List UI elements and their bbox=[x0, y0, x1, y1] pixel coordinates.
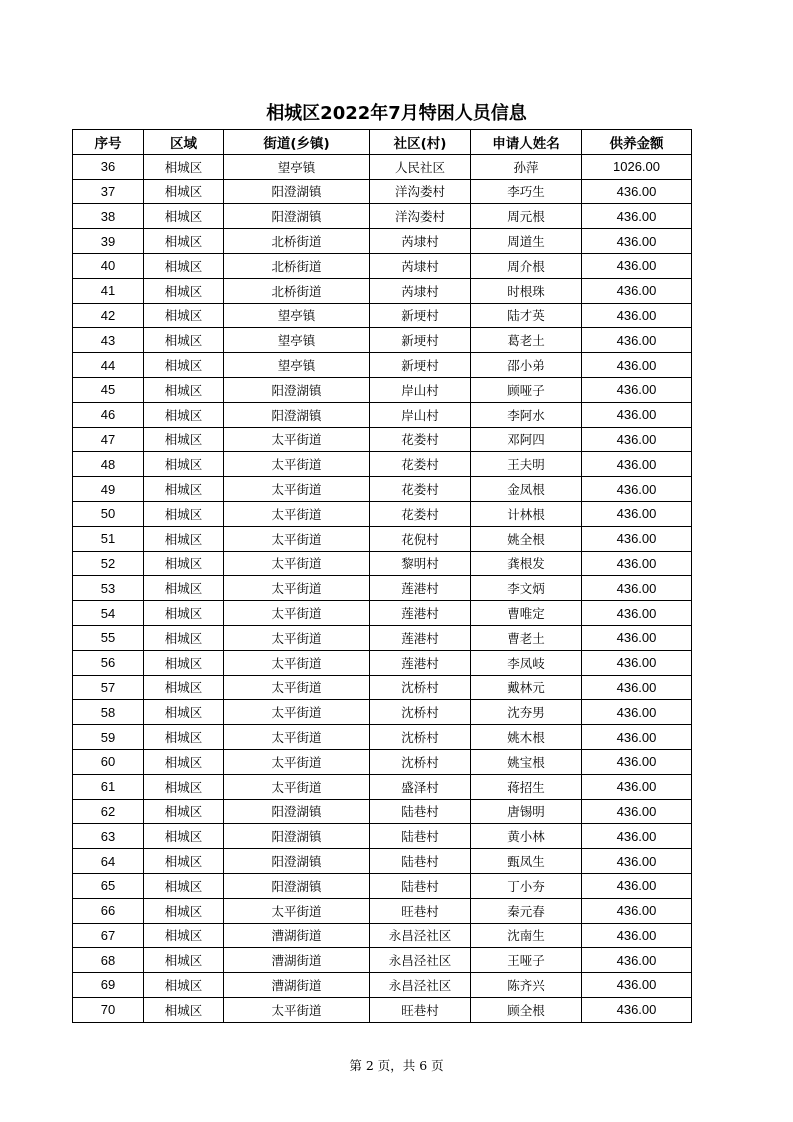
table-row bbox=[73, 551, 692, 576]
applicant-name-cell: 李凤岐 bbox=[471, 650, 582, 675]
amount-cell: 436.00 bbox=[582, 427, 692, 452]
table-row bbox=[73, 452, 692, 477]
row-number-cell: 53 bbox=[73, 576, 144, 601]
row-number-cell: 41 bbox=[73, 278, 144, 303]
applicant-name-cell: 李阿水 bbox=[471, 402, 582, 427]
applicant-name-cell: 陈齐兴 bbox=[471, 973, 582, 998]
region-cell: 相城区 bbox=[144, 873, 224, 898]
table-row bbox=[73, 229, 692, 254]
region-cell: 相城区 bbox=[144, 353, 224, 378]
table-row bbox=[73, 526, 692, 551]
table-row bbox=[73, 700, 692, 725]
applicant-name-cell: 甄凤生 bbox=[471, 849, 582, 874]
amount-cell: 436.00 bbox=[582, 923, 692, 948]
community-cell: 洋沟娄村 bbox=[370, 179, 471, 204]
row-number-cell: 54 bbox=[73, 601, 144, 626]
community-cell: 陆巷村 bbox=[370, 799, 471, 824]
amount-cell: 1026.00 bbox=[582, 154, 692, 179]
community-cell: 沈桥村 bbox=[370, 749, 471, 774]
region-cell: 相城区 bbox=[144, 973, 224, 998]
region-cell: 相城区 bbox=[144, 526, 224, 551]
applicant-name-cell: 王夫明 bbox=[471, 452, 582, 477]
row-number-cell: 52 bbox=[73, 551, 144, 576]
amount-cell: 436.00 bbox=[582, 402, 692, 427]
applicant-name-cell: 王哑子 bbox=[471, 948, 582, 973]
table-row bbox=[73, 948, 692, 973]
street-cell: 太平街道 bbox=[224, 725, 370, 750]
amount-cell: 436.00 bbox=[582, 452, 692, 477]
community-cell: 莲港村 bbox=[370, 650, 471, 675]
street-cell: 阳澄湖镇 bbox=[224, 849, 370, 874]
amount-cell: 436.00 bbox=[582, 700, 692, 725]
table-header-row bbox=[73, 130, 692, 155]
community-cell: 新埂村 bbox=[370, 328, 471, 353]
table-row bbox=[73, 402, 692, 427]
region-cell: 相城区 bbox=[144, 229, 224, 254]
amount-cell: 436.00 bbox=[582, 774, 692, 799]
street-cell: 太平街道 bbox=[224, 601, 370, 626]
street-cell: 漕湖街道 bbox=[224, 948, 370, 973]
column-header: 申请人姓名 bbox=[471, 130, 582, 155]
row-number-cell: 49 bbox=[73, 477, 144, 502]
table-row bbox=[73, 625, 692, 650]
street-cell: 太平街道 bbox=[224, 477, 370, 502]
region-cell: 相城区 bbox=[144, 154, 224, 179]
applicant-name-cell: 秦元春 bbox=[471, 898, 582, 923]
row-number-cell: 42 bbox=[73, 303, 144, 328]
community-cell: 岸山村 bbox=[370, 402, 471, 427]
community-cell: 旺巷村 bbox=[370, 997, 471, 1022]
amount-cell: 436.00 bbox=[582, 898, 692, 923]
amount-cell: 436.00 bbox=[582, 526, 692, 551]
table-row bbox=[73, 154, 692, 179]
applicant-name-cell: 计林根 bbox=[471, 501, 582, 526]
street-cell: 阳澄湖镇 bbox=[224, 799, 370, 824]
amount-cell: 436.00 bbox=[582, 477, 692, 502]
table-row bbox=[73, 923, 692, 948]
applicant-name-cell: 李文炳 bbox=[471, 576, 582, 601]
region-cell: 相城区 bbox=[144, 625, 224, 650]
community-cell: 陆巷村 bbox=[370, 849, 471, 874]
table-row bbox=[73, 353, 692, 378]
table-body bbox=[73, 154, 692, 1022]
community-cell: 花娄村 bbox=[370, 501, 471, 526]
region-cell: 相城区 bbox=[144, 700, 224, 725]
street-cell: 太平街道 bbox=[224, 625, 370, 650]
street-cell: 北桥街道 bbox=[224, 253, 370, 278]
street-cell: 阳澄湖镇 bbox=[224, 402, 370, 427]
region-cell: 相城区 bbox=[144, 898, 224, 923]
community-cell: 陆巷村 bbox=[370, 873, 471, 898]
region-cell: 相城区 bbox=[144, 328, 224, 353]
table-row bbox=[73, 650, 692, 675]
column-header: 区域 bbox=[144, 130, 224, 155]
table-row bbox=[73, 997, 692, 1022]
column-header: 社区(村) bbox=[370, 130, 471, 155]
street-cell: 望亭镇 bbox=[224, 303, 370, 328]
table-row bbox=[73, 328, 692, 353]
page-footer: 第 2 页，共 6 页 bbox=[349, 1058, 444, 1073]
community-cell: 沈桥村 bbox=[370, 675, 471, 700]
street-cell: 太平街道 bbox=[224, 427, 370, 452]
table-row bbox=[73, 749, 692, 774]
table-row bbox=[73, 576, 692, 601]
row-number-cell: 38 bbox=[73, 204, 144, 229]
row-number-cell: 61 bbox=[73, 774, 144, 799]
region-cell: 相城区 bbox=[144, 749, 224, 774]
street-cell: 太平街道 bbox=[224, 576, 370, 601]
region-cell: 相城区 bbox=[144, 377, 224, 402]
community-cell: 花娄村 bbox=[370, 427, 471, 452]
street-cell: 太平街道 bbox=[224, 526, 370, 551]
community-cell: 莲港村 bbox=[370, 576, 471, 601]
row-number-cell: 43 bbox=[73, 328, 144, 353]
row-number-cell: 67 bbox=[73, 923, 144, 948]
street-cell: 阳澄湖镇 bbox=[224, 873, 370, 898]
amount-cell: 436.00 bbox=[582, 873, 692, 898]
street-cell: 太平街道 bbox=[224, 501, 370, 526]
street-cell: 阳澄湖镇 bbox=[224, 824, 370, 849]
street-cell: 太平街道 bbox=[224, 997, 370, 1022]
community-cell: 花娄村 bbox=[370, 452, 471, 477]
applicant-name-cell: 蒋招生 bbox=[471, 774, 582, 799]
community-cell: 永昌泾社区 bbox=[370, 948, 471, 973]
region-cell: 相城区 bbox=[144, 799, 224, 824]
amount-cell: 436.00 bbox=[582, 973, 692, 998]
applicant-name-cell: 曹老土 bbox=[471, 625, 582, 650]
applicant-name-cell: 丁小夯 bbox=[471, 873, 582, 898]
table-row bbox=[73, 427, 692, 452]
amount-cell: 436.00 bbox=[582, 551, 692, 576]
amount-cell: 436.00 bbox=[582, 328, 692, 353]
applicant-name-cell: 黄小林 bbox=[471, 824, 582, 849]
table-row bbox=[73, 253, 692, 278]
table-row bbox=[73, 204, 692, 229]
street-cell: 望亭镇 bbox=[224, 328, 370, 353]
applicant-name-cell: 陆才英 bbox=[471, 303, 582, 328]
row-number-cell: 65 bbox=[73, 873, 144, 898]
community-cell: 莲港村 bbox=[370, 601, 471, 626]
amount-cell: 436.00 bbox=[582, 997, 692, 1022]
applicant-name-cell: 姚宝根 bbox=[471, 749, 582, 774]
street-cell: 北桥街道 bbox=[224, 278, 370, 303]
street-cell: 阳澄湖镇 bbox=[224, 179, 370, 204]
page-title: 相城区2022年7月特困人员信息 bbox=[266, 103, 527, 124]
street-cell: 太平街道 bbox=[224, 774, 370, 799]
community-cell: 花娄村 bbox=[370, 477, 471, 502]
amount-cell: 436.00 bbox=[582, 303, 692, 328]
applicant-name-cell: 金凤根 bbox=[471, 477, 582, 502]
table-row bbox=[73, 725, 692, 750]
region-cell: 相城区 bbox=[144, 601, 224, 626]
street-cell: 漕湖街道 bbox=[224, 923, 370, 948]
column-header: 序号 bbox=[73, 130, 144, 155]
community-cell: 人民社区 bbox=[370, 154, 471, 179]
street-cell: 太平街道 bbox=[224, 650, 370, 675]
community-cell: 沈桥村 bbox=[370, 700, 471, 725]
data-table bbox=[72, 129, 692, 1023]
street-cell: 太平街道 bbox=[224, 675, 370, 700]
applicant-name-cell: 沈南生 bbox=[471, 923, 582, 948]
region-cell: 相城区 bbox=[144, 204, 224, 229]
row-number-cell: 40 bbox=[73, 253, 144, 278]
region-cell: 相城区 bbox=[144, 452, 224, 477]
region-cell: 相城区 bbox=[144, 253, 224, 278]
table-row bbox=[73, 477, 692, 502]
row-number-cell: 47 bbox=[73, 427, 144, 452]
applicant-name-cell: 姚木根 bbox=[471, 725, 582, 750]
amount-cell: 436.00 bbox=[582, 725, 692, 750]
street-cell: 阳澄湖镇 bbox=[224, 377, 370, 402]
amount-cell: 436.00 bbox=[582, 749, 692, 774]
community-cell: 新埂村 bbox=[370, 353, 471, 378]
region-cell: 相城区 bbox=[144, 576, 224, 601]
applicant-name-cell: 姚全根 bbox=[471, 526, 582, 551]
row-number-cell: 58 bbox=[73, 700, 144, 725]
applicant-name-cell: 邓阿四 bbox=[471, 427, 582, 452]
amount-cell: 436.00 bbox=[582, 353, 692, 378]
row-number-cell: 51 bbox=[73, 526, 144, 551]
table-row bbox=[73, 799, 692, 824]
row-number-cell: 55 bbox=[73, 625, 144, 650]
amount-cell: 436.00 bbox=[582, 601, 692, 626]
row-number-cell: 69 bbox=[73, 973, 144, 998]
amount-cell: 436.00 bbox=[582, 650, 692, 675]
amount-cell: 436.00 bbox=[582, 849, 692, 874]
community-cell: 岸山村 bbox=[370, 377, 471, 402]
row-number-cell: 48 bbox=[73, 452, 144, 477]
row-number-cell: 59 bbox=[73, 725, 144, 750]
applicant-name-cell: 戴林元 bbox=[471, 675, 582, 700]
row-number-cell: 66 bbox=[73, 898, 144, 923]
row-number-cell: 60 bbox=[73, 749, 144, 774]
applicant-name-cell: 沈夯男 bbox=[471, 700, 582, 725]
street-cell: 望亭镇 bbox=[224, 154, 370, 179]
community-cell: 莲港村 bbox=[370, 625, 471, 650]
table-row bbox=[73, 303, 692, 328]
region-cell: 相城区 bbox=[144, 501, 224, 526]
street-cell: 太平街道 bbox=[224, 452, 370, 477]
applicant-name-cell: 周介根 bbox=[471, 253, 582, 278]
amount-cell: 436.00 bbox=[582, 576, 692, 601]
applicant-name-cell: 顾哑子 bbox=[471, 377, 582, 402]
applicant-name-cell: 顾全根 bbox=[471, 997, 582, 1022]
amount-cell: 436.00 bbox=[582, 204, 692, 229]
street-cell: 望亭镇 bbox=[224, 353, 370, 378]
region-cell: 相城区 bbox=[144, 427, 224, 452]
street-cell: 太平街道 bbox=[224, 749, 370, 774]
table-row bbox=[73, 675, 692, 700]
region-cell: 相城区 bbox=[144, 303, 224, 328]
row-number-cell: 56 bbox=[73, 650, 144, 675]
row-number-cell: 68 bbox=[73, 948, 144, 973]
table-row bbox=[73, 873, 692, 898]
community-cell: 陆巷村 bbox=[370, 824, 471, 849]
region-cell: 相城区 bbox=[144, 923, 224, 948]
applicant-name-cell: 葛老土 bbox=[471, 328, 582, 353]
table-row bbox=[73, 278, 692, 303]
amount-cell: 436.00 bbox=[582, 377, 692, 402]
amount-cell: 436.00 bbox=[582, 799, 692, 824]
applicant-name-cell: 周元根 bbox=[471, 204, 582, 229]
row-number-cell: 46 bbox=[73, 402, 144, 427]
row-number-cell: 36 bbox=[73, 154, 144, 179]
region-cell: 相城区 bbox=[144, 997, 224, 1022]
applicant-name-cell: 龚根发 bbox=[471, 551, 582, 576]
column-header: 供养金额 bbox=[582, 130, 692, 155]
region-cell: 相城区 bbox=[144, 948, 224, 973]
street-cell: 阳澄湖镇 bbox=[224, 204, 370, 229]
amount-cell: 436.00 bbox=[582, 253, 692, 278]
row-number-cell: 57 bbox=[73, 675, 144, 700]
street-cell: 漕湖街道 bbox=[224, 973, 370, 998]
region-cell: 相城区 bbox=[144, 551, 224, 576]
applicant-name-cell: 唐锡明 bbox=[471, 799, 582, 824]
community-cell: 新埂村 bbox=[370, 303, 471, 328]
table-row bbox=[73, 501, 692, 526]
community-cell: 永昌泾社区 bbox=[370, 973, 471, 998]
region-cell: 相城区 bbox=[144, 725, 224, 750]
applicant-name-cell: 曹唯定 bbox=[471, 601, 582, 626]
applicant-name-cell: 时根珠 bbox=[471, 278, 582, 303]
row-number-cell: 70 bbox=[73, 997, 144, 1022]
region-cell: 相城区 bbox=[144, 824, 224, 849]
street-cell: 太平街道 bbox=[224, 898, 370, 923]
community-cell: 芮埭村 bbox=[370, 229, 471, 254]
region-cell: 相城区 bbox=[144, 278, 224, 303]
amount-cell: 436.00 bbox=[582, 179, 692, 204]
row-number-cell: 45 bbox=[73, 377, 144, 402]
street-cell: 北桥街道 bbox=[224, 229, 370, 254]
community-cell: 芮埭村 bbox=[370, 278, 471, 303]
row-number-cell: 64 bbox=[73, 849, 144, 874]
amount-cell: 436.00 bbox=[582, 675, 692, 700]
community-cell: 旺巷村 bbox=[370, 898, 471, 923]
applicant-name-cell: 孙萍 bbox=[471, 154, 582, 179]
community-cell: 永昌泾社区 bbox=[370, 923, 471, 948]
amount-cell: 436.00 bbox=[582, 625, 692, 650]
table-row bbox=[73, 973, 692, 998]
amount-cell: 436.00 bbox=[582, 824, 692, 849]
table-row bbox=[73, 849, 692, 874]
table-row bbox=[73, 377, 692, 402]
community-cell: 盛泽村 bbox=[370, 774, 471, 799]
row-number-cell: 62 bbox=[73, 799, 144, 824]
community-cell: 芮埭村 bbox=[370, 253, 471, 278]
amount-cell: 436.00 bbox=[582, 278, 692, 303]
region-cell: 相城区 bbox=[144, 402, 224, 427]
table-row bbox=[73, 898, 692, 923]
street-cell: 太平街道 bbox=[224, 551, 370, 576]
community-cell: 黎明村 bbox=[370, 551, 471, 576]
column-header: 街道(乡镇) bbox=[224, 130, 370, 155]
region-cell: 相城区 bbox=[144, 179, 224, 204]
community-cell: 花倪村 bbox=[370, 526, 471, 551]
table-row bbox=[73, 824, 692, 849]
amount-cell: 436.00 bbox=[582, 948, 692, 973]
row-number-cell: 39 bbox=[73, 229, 144, 254]
region-cell: 相城区 bbox=[144, 477, 224, 502]
applicant-name-cell: 周道生 bbox=[471, 229, 582, 254]
community-cell: 沈桥村 bbox=[370, 725, 471, 750]
region-cell: 相城区 bbox=[144, 849, 224, 874]
amount-cell: 436.00 bbox=[582, 501, 692, 526]
region-cell: 相城区 bbox=[144, 675, 224, 700]
table-row bbox=[73, 774, 692, 799]
row-number-cell: 63 bbox=[73, 824, 144, 849]
amount-cell: 436.00 bbox=[582, 229, 692, 254]
row-number-cell: 44 bbox=[73, 353, 144, 378]
region-cell: 相城区 bbox=[144, 650, 224, 675]
applicant-name-cell: 邵小弟 bbox=[471, 353, 582, 378]
region-cell: 相城区 bbox=[144, 774, 224, 799]
table-row bbox=[73, 179, 692, 204]
applicant-name-cell: 李巧生 bbox=[471, 179, 582, 204]
street-cell: 太平街道 bbox=[224, 700, 370, 725]
row-number-cell: 37 bbox=[73, 179, 144, 204]
row-number-cell: 50 bbox=[73, 501, 144, 526]
community-cell: 洋沟娄村 bbox=[370, 204, 471, 229]
table-row bbox=[73, 601, 692, 626]
